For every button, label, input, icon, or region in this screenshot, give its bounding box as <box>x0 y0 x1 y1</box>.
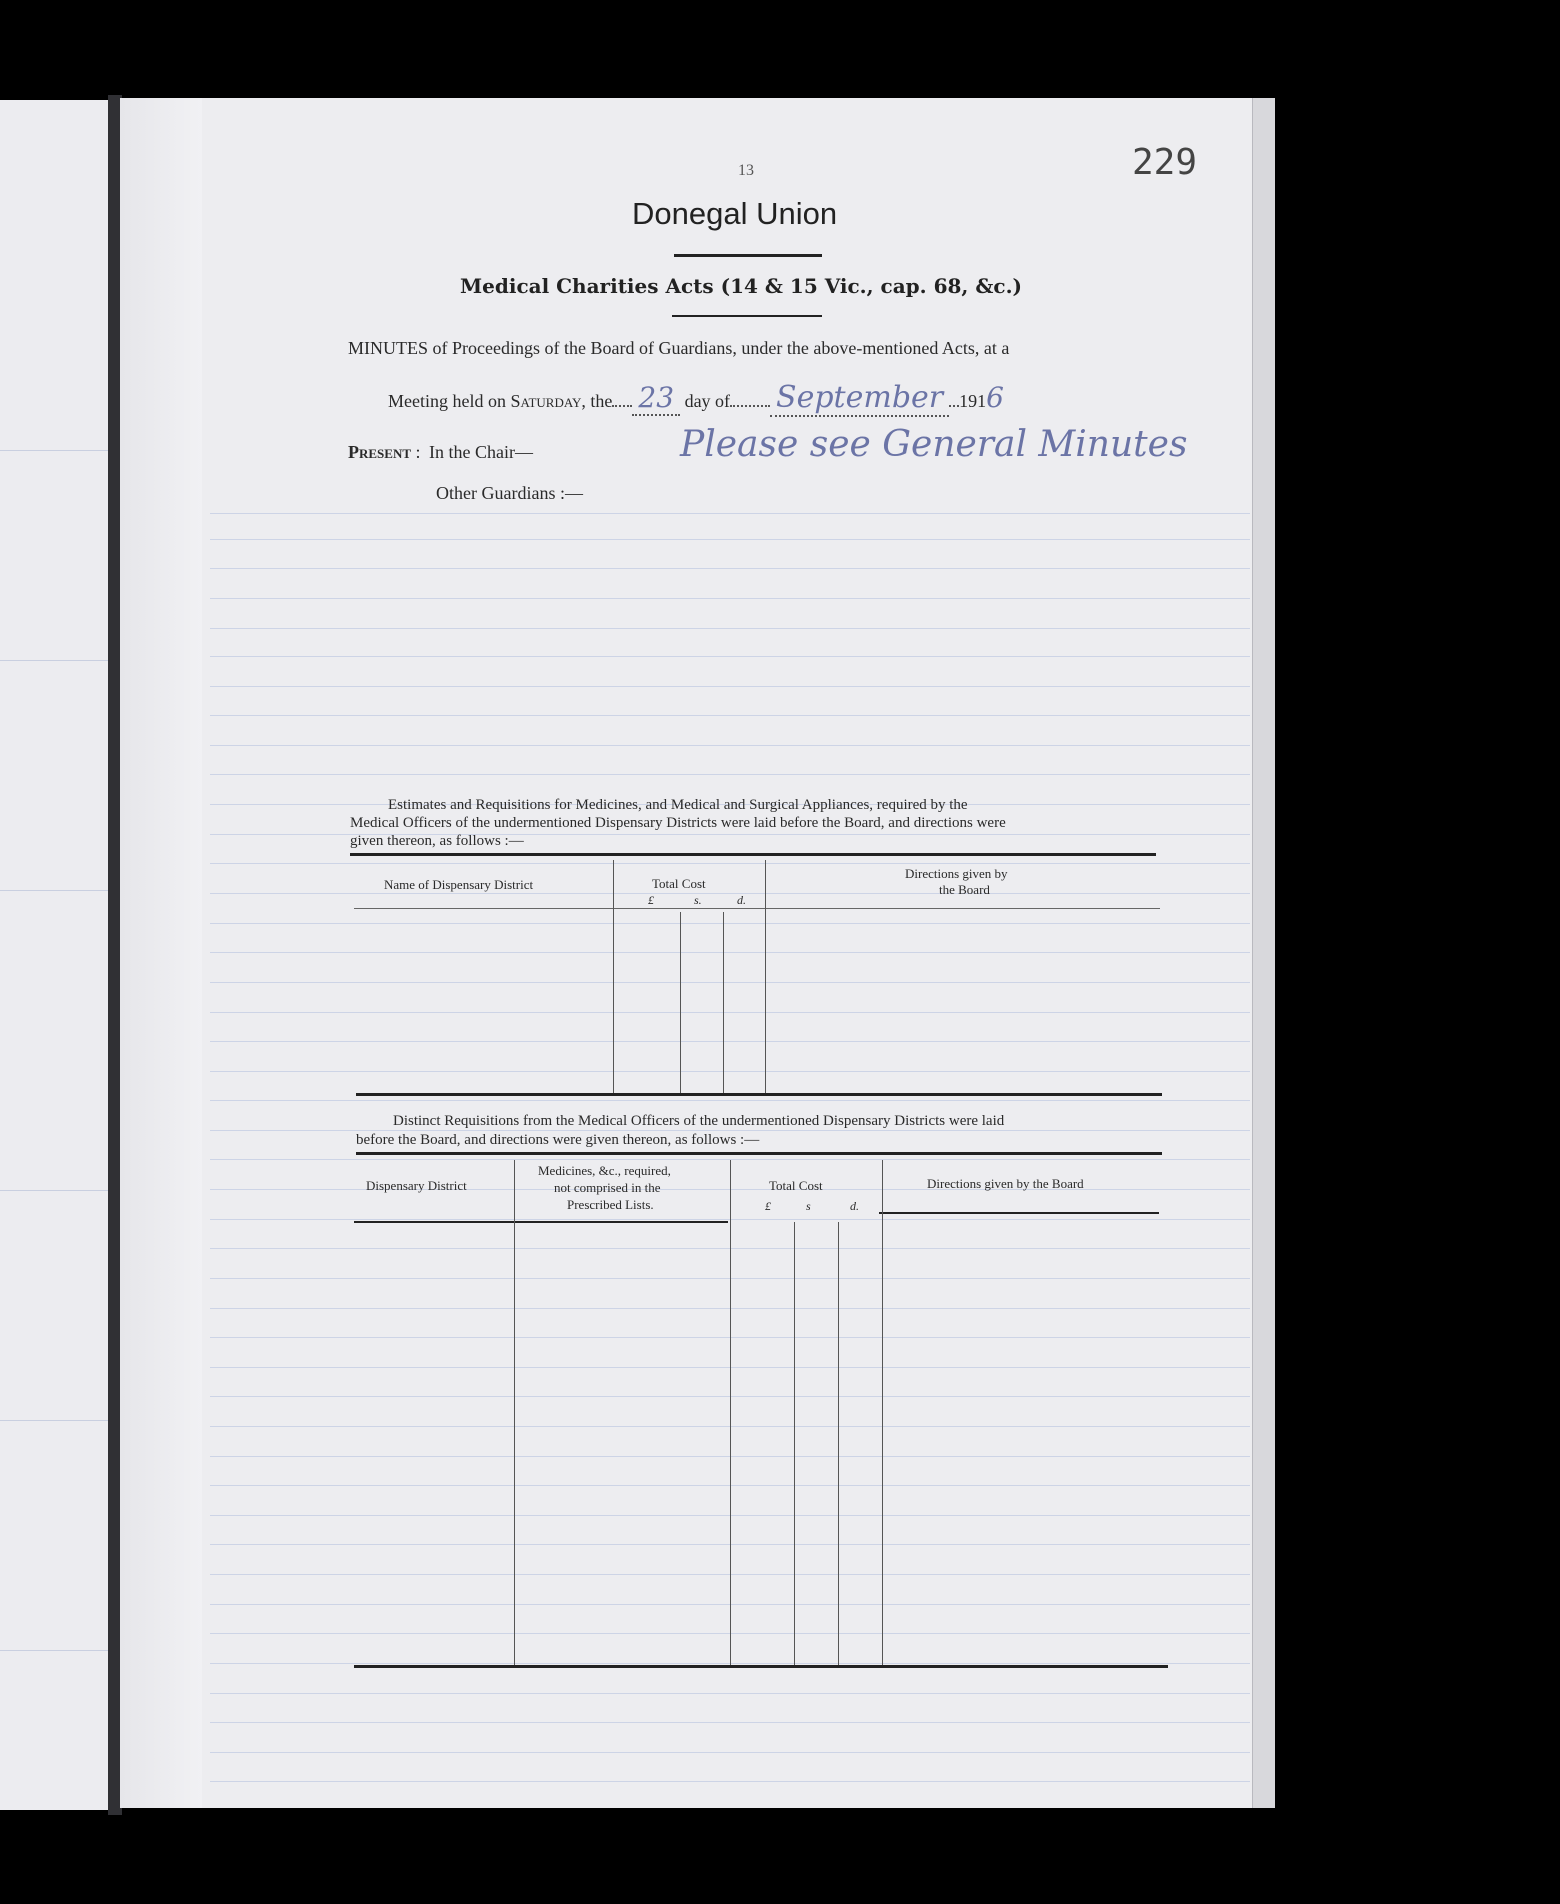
distinct-col-divider-3 <box>794 1222 795 1665</box>
estimates-col-divider-3 <box>723 912 724 1095</box>
estimates-col-district: Name of Dispensary District <box>384 877 534 892</box>
distinct-header-rule-left <box>354 1221 728 1223</box>
estimates-intro-3: given thereon, as follows :— <box>350 833 524 849</box>
distinct-col-medicines-2: not comprised in the <box>554 1180 661 1195</box>
union-title: Donegal Union <box>632 196 838 231</box>
saturday-label: Saturday <box>510 391 582 411</box>
month-value: September <box>770 380 949 417</box>
other-guardians-label: Other Guardians :— <box>436 483 583 503</box>
year-suffix: 6 <box>986 381 1004 414</box>
meeting-prefix: Meeting held on <box>388 391 506 411</box>
distinct-table-top-rule <box>356 1152 1162 1155</box>
distinct-col-total-cost: Total Cost <box>769 1178 823 1193</box>
estimates-table-bottom-rule <box>356 1093 1162 1096</box>
estimates-col-divider-2 <box>680 912 681 1095</box>
estimates-col-total-cost: Total Cost <box>652 876 706 891</box>
title-rule-2 <box>672 315 822 317</box>
printed-page-number: 13 <box>738 162 754 179</box>
estimates-col-pounds: £ <box>648 893 654 907</box>
estimates-intro-2: Medical Officers of the undermentioned Dispensary Districts were laid before the Board, and directions were <box>350 815 1006 831</box>
previous-page-edge <box>0 100 110 1810</box>
chair-value: Please see General Minutes <box>680 424 1188 465</box>
day-of-label: day of <box>684 391 731 411</box>
day-value: 23 <box>632 381 680 416</box>
distinct-col-district: Dispensary District <box>366 1178 467 1193</box>
estimates-header-rule <box>354 908 1160 909</box>
year-prefix: 191 <box>959 391 987 411</box>
the-label: , the <box>581 391 613 411</box>
distinct-col-medicines-3: Prescribed Lists. <box>567 1197 654 1212</box>
distinct-table-bottom-rule <box>354 1665 1168 1668</box>
distinct-intro-2: before the Board, and directions were given thereon, as follows :— <box>356 1132 760 1148</box>
minutes-line-1: MINUTES of Proceedings of the Board of Guardians, under the above-mentioned Acts, at a <box>348 338 1010 358</box>
distinct-intro-1: Distinct Requisitions from the Medical Officers of the undermentioned Dispensary Districts were laid <box>393 1113 1005 1129</box>
estimates-col-divider-4 <box>765 860 766 1095</box>
distinct-col-medicines-1: Medicines, &c., required, <box>538 1163 671 1178</box>
distinct-col-divider-4 <box>838 1222 839 1665</box>
distinct-col-directions: Directions given by the Board <box>927 1176 1084 1191</box>
estimates-col-divider-1 <box>613 860 614 1095</box>
distinct-col-divider-2 <box>730 1160 731 1665</box>
page-edge <box>1252 98 1275 1808</box>
distinct-col-pounds: £ <box>765 1199 771 1213</box>
estimates-col-directions-1: Directions given by <box>905 866 1008 881</box>
present-label: Present <box>348 442 412 462</box>
distinct-header-rule-right <box>879 1212 1159 1214</box>
estimates-intro-1: Estimates and Requisitions for Medicines, and Medical and Surgical Appliances, required by the <box>388 797 968 813</box>
estimates-col-pence: d. <box>737 893 746 907</box>
present-colon: : <box>415 442 421 462</box>
estimates-col-directions-2: the Board <box>939 882 990 897</box>
distinct-col-shillings: s <box>806 1199 811 1213</box>
distinct-col-divider-5 <box>882 1160 883 1665</box>
estimates-table-top-rule <box>350 853 1156 856</box>
distinct-col-divider-1 <box>514 1160 515 1665</box>
estimates-col-shillings: s. <box>694 893 702 907</box>
title-rule-1 <box>674 254 822 257</box>
folio-number: 229 <box>1132 142 1198 183</box>
distinct-col-pence: d. <box>850 1199 859 1213</box>
present-line <box>348 442 533 463</box>
binding-margin <box>120 98 202 1808</box>
acts-title: Medical Charities Acts (14 & 15 Vic., cap. 68, &c.) <box>460 274 1023 298</box>
meeting-line <box>388 380 1004 415</box>
chair-label: In the Chair— <box>429 442 534 462</box>
